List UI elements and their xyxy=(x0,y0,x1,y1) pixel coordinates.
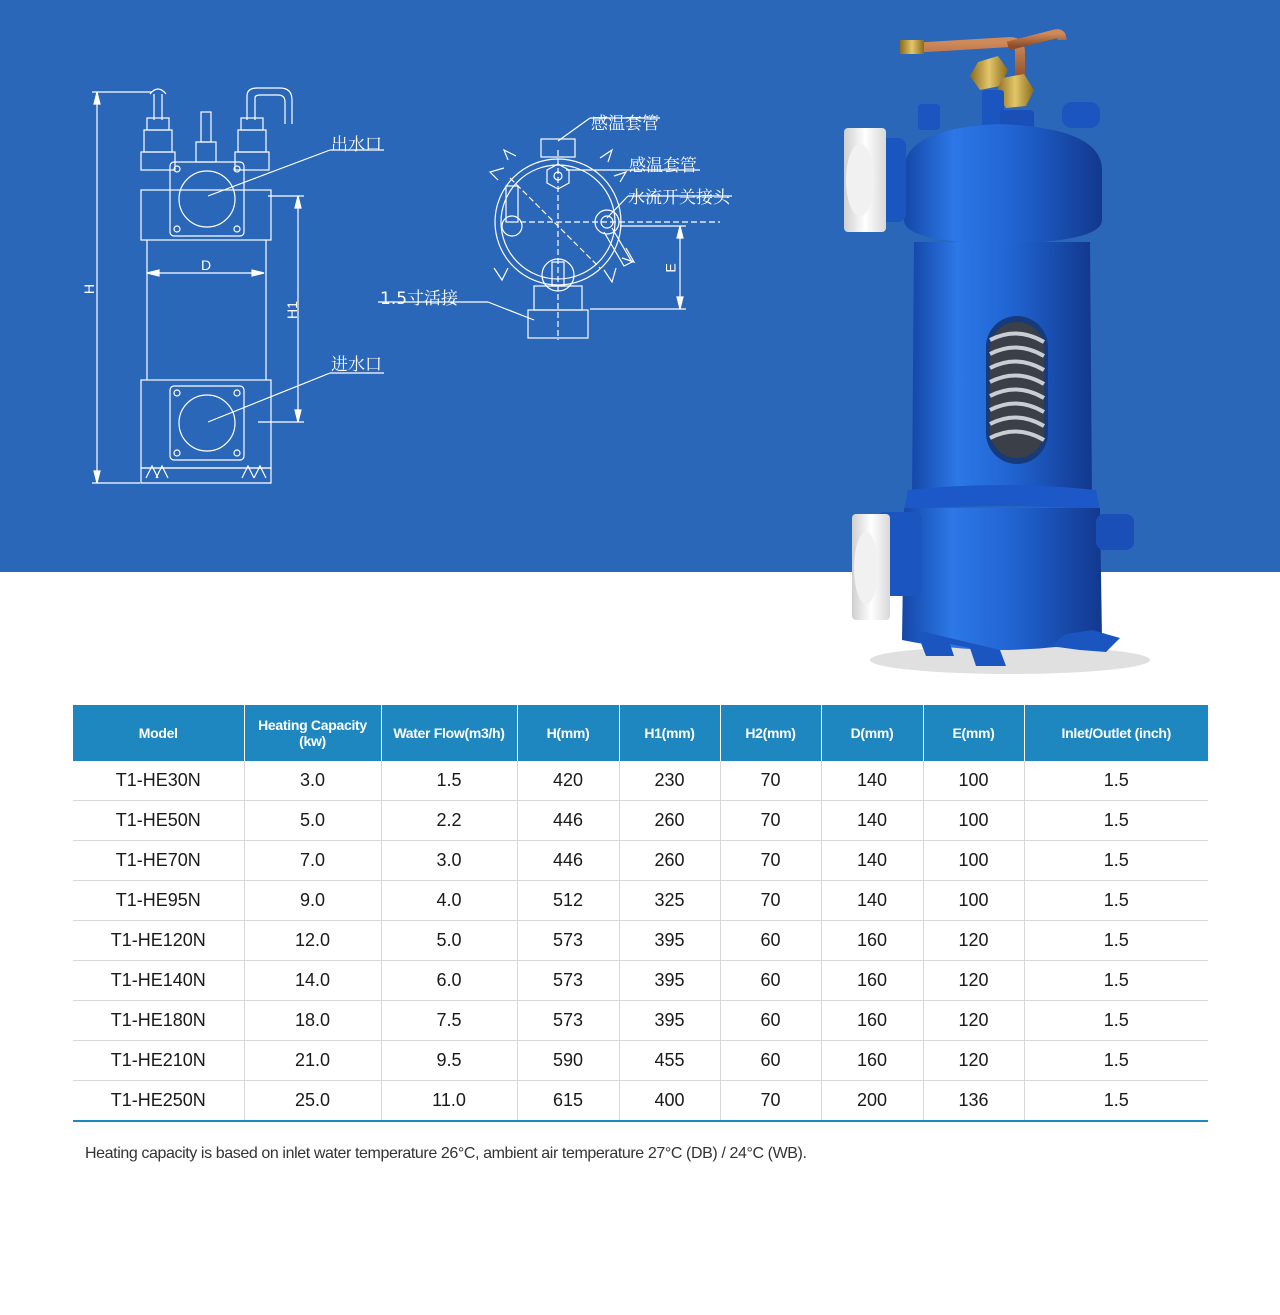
cell-h2: 60 xyxy=(720,1041,821,1081)
cell-h1: 230 xyxy=(619,761,720,801)
cell-water-flow: 2.2 xyxy=(381,801,517,841)
header-inlet-outlet: Inlet/Outlet (inch) xyxy=(1024,705,1208,761)
cell-capacity: 18.0 xyxy=(244,1001,381,1041)
cell-model: T1-HE210N xyxy=(73,1041,244,1081)
cell-capacity: 21.0 xyxy=(244,1041,381,1081)
cell-model: T1-HE50N xyxy=(73,801,244,841)
table-row xyxy=(73,1081,1208,1122)
cell-capacity: 25.0 xyxy=(244,1081,381,1122)
table-row xyxy=(73,881,1208,921)
inlet-label: 进水口 xyxy=(331,355,382,375)
header-model: Model xyxy=(73,705,244,761)
footnote: Heating capacity is based on inlet water temperature 26°C, ambient air temperature 27°C (DB) / 24°C (WB). xyxy=(85,1145,807,1162)
table-row xyxy=(73,961,1208,1001)
cell-inlet-outlet: 1.5 xyxy=(1024,1081,1208,1122)
table-row xyxy=(73,761,1208,801)
cell-h2: 70 xyxy=(720,841,821,881)
cell-model: T1-HE30N xyxy=(73,761,244,801)
cell-e: 120 xyxy=(923,1001,1024,1041)
cell-h2: 70 xyxy=(720,801,821,841)
cell-h1: 395 xyxy=(619,921,720,961)
cell-h2: 60 xyxy=(720,961,821,1001)
cell-d: 160 xyxy=(821,1001,923,1041)
cell-h1: 260 xyxy=(619,801,720,841)
cell-h1: 455 xyxy=(619,1041,720,1081)
cell-inlet-outlet: 1.5 xyxy=(1024,881,1208,921)
cell-h1: 325 xyxy=(619,881,720,921)
cell-e: 100 xyxy=(923,881,1024,921)
dimension-h-label: H xyxy=(81,283,98,295)
cell-water-flow: 6.0 xyxy=(381,961,517,1001)
header-e: E(mm) xyxy=(923,705,1024,761)
cell-d: 160 xyxy=(821,921,923,961)
cell-capacity: 9.0 xyxy=(244,881,381,921)
cell-h1: 260 xyxy=(619,841,720,881)
cell-model: T1-HE70N xyxy=(73,841,244,881)
heat-exchanger-product-image xyxy=(830,20,1150,680)
cell-d: 200 xyxy=(821,1081,923,1122)
flow-switch-joint-label: 水流开关接头 xyxy=(628,188,730,208)
cell-inlet-outlet: 1.5 xyxy=(1024,1001,1208,1041)
cell-e: 120 xyxy=(923,1041,1024,1081)
cell-h1: 400 xyxy=(619,1081,720,1122)
cell-h: 446 xyxy=(517,801,619,841)
cell-capacity: 7.0 xyxy=(244,841,381,881)
cell-e: 100 xyxy=(923,801,1024,841)
cell-h: 573 xyxy=(517,1001,619,1041)
hero-banner xyxy=(0,0,1280,572)
table-row xyxy=(73,1001,1208,1041)
cell-h: 420 xyxy=(517,761,619,801)
cell-water-flow: 7.5 xyxy=(381,1001,517,1041)
union-label: 1.5寸活接 xyxy=(380,289,459,309)
cell-water-flow: 4.0 xyxy=(381,881,517,921)
cell-h2: 60 xyxy=(720,1001,821,1041)
cell-h: 615 xyxy=(517,1081,619,1122)
header-water-flow: Water Flow(m3/h) xyxy=(381,705,517,761)
cell-water-flow: 1.5 xyxy=(381,761,517,801)
cell-water-flow: 3.0 xyxy=(381,841,517,881)
cell-water-flow: 5.0 xyxy=(381,921,517,961)
header-capacity-line1: Heating Capacity xyxy=(258,717,367,733)
cell-d: 140 xyxy=(821,841,923,881)
sensor-sleeve-label-1: 感温套管 xyxy=(591,114,659,134)
cell-model: T1-HE180N xyxy=(73,1001,244,1041)
cell-e: 100 xyxy=(923,841,1024,881)
outlet-label: 出水口 xyxy=(331,135,382,155)
dimension-h1-label: H1 xyxy=(283,301,300,319)
table-row xyxy=(73,921,1208,961)
cell-model: T1-HE140N xyxy=(73,961,244,1001)
spec-table xyxy=(73,705,1208,1122)
cell-inlet-outlet: 1.5 xyxy=(1024,841,1208,881)
cell-water-flow: 9.5 xyxy=(381,1041,517,1081)
cell-h: 590 xyxy=(517,1041,619,1081)
table-row xyxy=(73,1041,1208,1081)
cell-h2: 70 xyxy=(720,1081,821,1122)
cell-capacity: 12.0 xyxy=(244,921,381,961)
header-d: D(mm) xyxy=(821,705,923,761)
dimension-e-label: E xyxy=(662,263,679,273)
cell-d: 140 xyxy=(821,801,923,841)
cell-h: 512 xyxy=(517,881,619,921)
cell-inlet-outlet: 1.5 xyxy=(1024,961,1208,1001)
cell-capacity: 14.0 xyxy=(244,961,381,1001)
cell-model: T1-HE250N xyxy=(73,1081,244,1122)
header-h: H(mm) xyxy=(517,705,619,761)
dimension-d-label: D xyxy=(201,257,212,273)
cell-h: 573 xyxy=(517,921,619,961)
cell-inlet-outlet: 1.5 xyxy=(1024,801,1208,841)
cell-d: 140 xyxy=(821,761,923,801)
cell-h: 446 xyxy=(517,841,619,881)
cell-inlet-outlet: 1.5 xyxy=(1024,921,1208,961)
cell-d: 160 xyxy=(821,1041,923,1081)
cell-h2: 60 xyxy=(720,921,821,961)
cell-inlet-outlet: 1.5 xyxy=(1024,1041,1208,1081)
cell-capacity: 5.0 xyxy=(244,801,381,841)
cell-model: T1-HE95N xyxy=(73,881,244,921)
cell-e: 136 xyxy=(923,1081,1024,1122)
cell-h2: 70 xyxy=(720,761,821,801)
table-row xyxy=(73,841,1208,881)
cell-capacity: 3.0 xyxy=(244,761,381,801)
cell-h1: 395 xyxy=(619,961,720,1001)
cell-inlet-outlet: 1.5 xyxy=(1024,761,1208,801)
table-row xyxy=(73,801,1208,841)
header-h1: H1(mm) xyxy=(619,705,720,761)
sensor-sleeve-label-2: 感温套管 xyxy=(629,156,697,176)
cell-d: 160 xyxy=(821,961,923,1001)
header-capacity-line2: (kw) xyxy=(299,733,326,749)
cell-water-flow: 11.0 xyxy=(381,1081,517,1122)
header-h2: H2(mm) xyxy=(720,705,821,761)
cell-e: 120 xyxy=(923,961,1024,1001)
table-header-row xyxy=(73,705,1208,761)
cell-d: 140 xyxy=(821,881,923,921)
cell-model: T1-HE120N xyxy=(73,921,244,961)
cell-e: 100 xyxy=(923,761,1024,801)
cell-e: 120 xyxy=(923,921,1024,961)
cell-h1: 395 xyxy=(619,1001,720,1041)
cell-h2: 70 xyxy=(720,881,821,921)
header-heating-capacity xyxy=(244,705,381,761)
cell-h: 573 xyxy=(517,961,619,1001)
